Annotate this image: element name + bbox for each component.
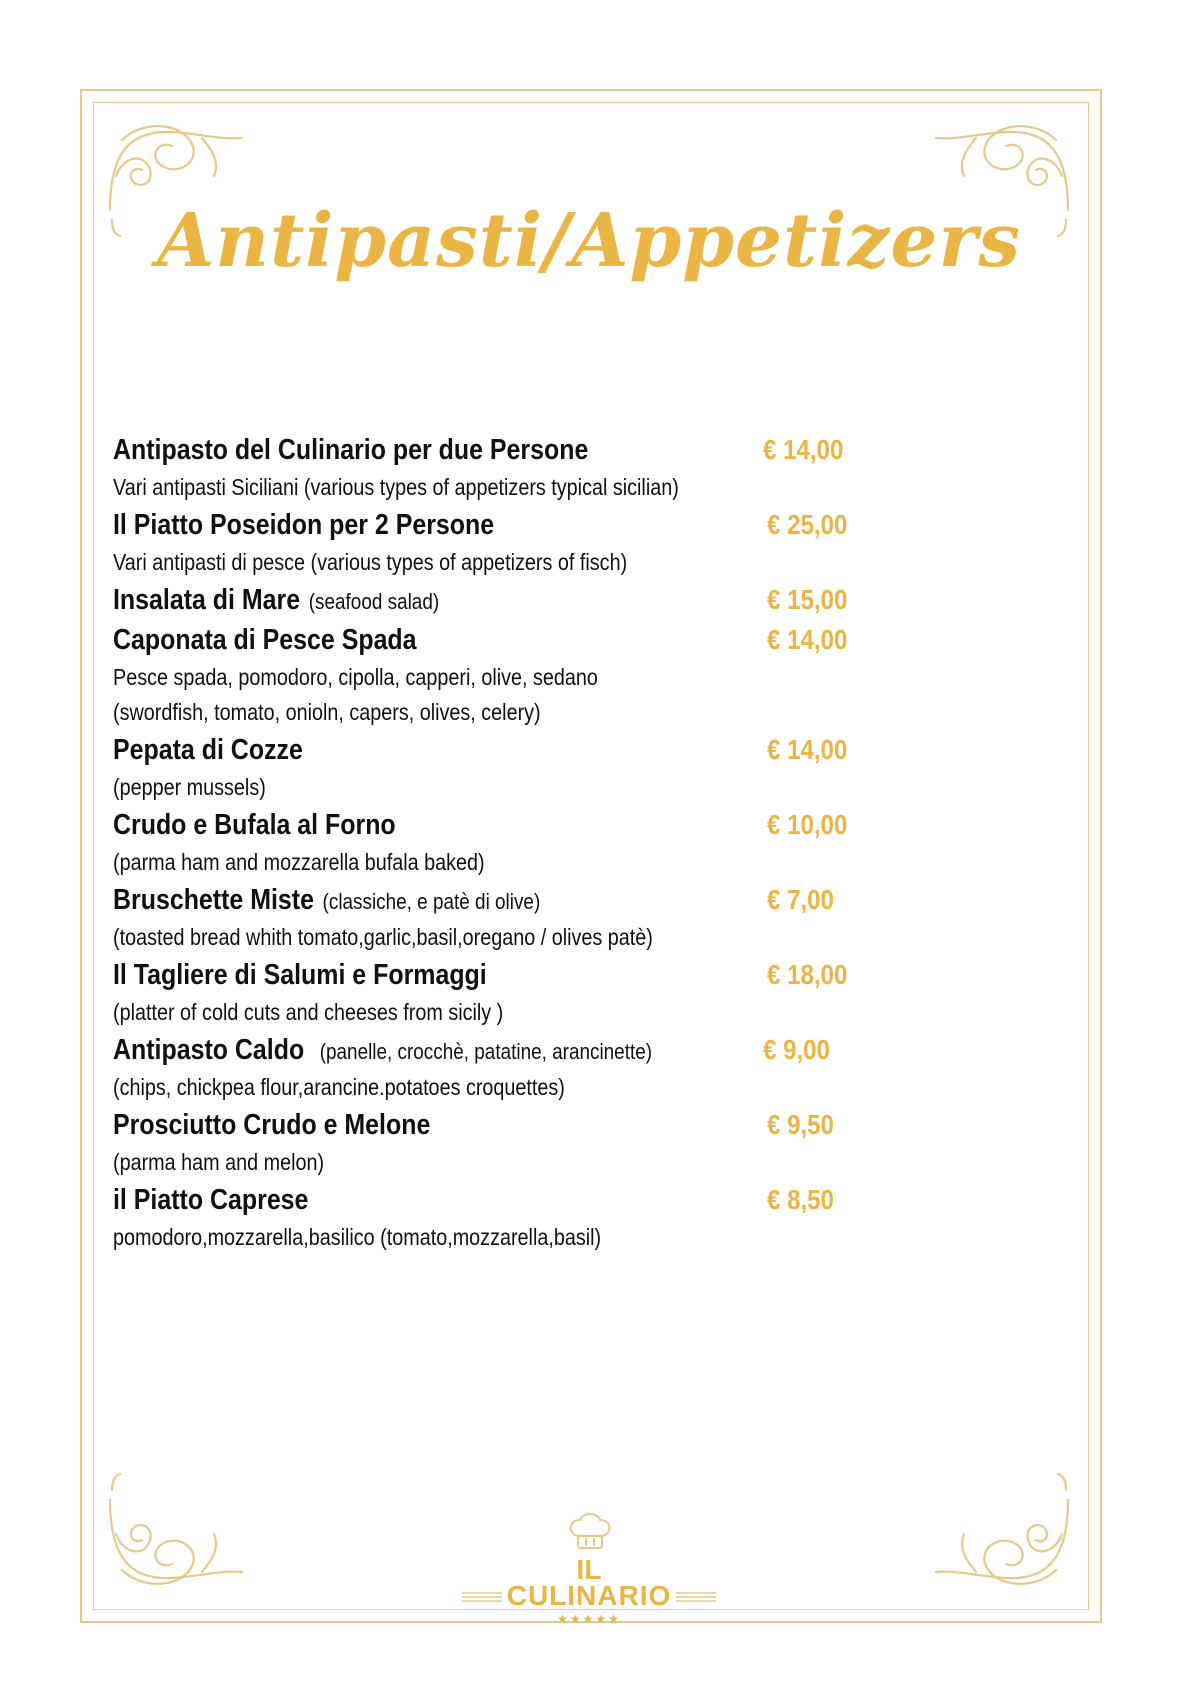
dish-name-text: Antipasto Caldo xyxy=(113,1034,305,1066)
dish-price: € 14,00 xyxy=(767,734,848,765)
dish-name xyxy=(113,505,494,545)
dish-name-text: Bruschette Miste xyxy=(113,884,314,916)
dish-description: Vari antipasti di pesce (various types of appetizers of fisch) xyxy=(113,549,628,575)
dish-price: € 18,00 xyxy=(767,959,848,990)
dish-description: (parma ham and mozzarella bufala baked) xyxy=(113,849,485,875)
dish-name-text: Pepata di Cozze xyxy=(113,734,303,766)
menu-item xyxy=(113,580,1013,620)
dish-description: (pepper mussels) xyxy=(113,774,266,800)
menu-item xyxy=(113,730,1013,805)
dish-description: (parma ham and melon) xyxy=(113,1149,325,1175)
dish-row xyxy=(113,620,1013,660)
logo-name: CULINARIO xyxy=(506,1580,672,1611)
dish-name-text: Insalata di Mare xyxy=(113,584,301,616)
menu-item xyxy=(113,1105,1013,1180)
dish-row xyxy=(113,805,1013,845)
dish-name-text: Antipasto del Culinario per due Persone xyxy=(113,434,589,466)
dish-description: pomodoro,mozzarella,basilico (tomato,mozzarella,basil) xyxy=(113,1224,602,1250)
menu-item xyxy=(113,805,1013,880)
dish-price: € 8,50 xyxy=(767,1184,834,1215)
logo-stars: ★★★★★ xyxy=(557,1612,621,1626)
chef-hat-icon xyxy=(566,1510,614,1554)
dish-name xyxy=(113,430,588,470)
dish-row xyxy=(113,1180,1013,1220)
page-title: Antipasti/Appetizers xyxy=(156,198,1022,284)
menu-item xyxy=(113,620,1013,730)
dish-name-text: Crudo e Bufala al Forno xyxy=(113,809,396,841)
dish-name xyxy=(113,1180,308,1220)
dish-description: (chips, chickpea flour,arancine.potatoes croquettes) xyxy=(113,1074,565,1100)
dish-name-text: Il Tagliere di Salumi e Formaggi xyxy=(113,959,487,991)
dish-price: € 14,00 xyxy=(767,624,848,655)
menu-list xyxy=(113,430,1013,1255)
dish-row xyxy=(113,1105,1013,1145)
dish-name xyxy=(113,805,396,845)
dish-row xyxy=(113,505,1013,545)
menu-item xyxy=(113,505,1013,580)
dish-row xyxy=(113,580,1013,620)
dish-name xyxy=(113,1105,430,1145)
dish-name xyxy=(113,1030,652,1072)
dish-name xyxy=(113,620,417,660)
dish-name xyxy=(113,955,487,995)
dish-name-text: il Piatto Caprese xyxy=(113,1184,309,1216)
dish-description: (platter of cold cuts and cheeses from sicily ) xyxy=(113,999,504,1025)
dish-price: € 25,00 xyxy=(767,509,848,540)
menu-item xyxy=(113,955,1013,1030)
menu-item xyxy=(113,880,1013,955)
dish-price: € 9,50 xyxy=(767,1109,834,1140)
dish-price: € 14,00 xyxy=(763,434,844,465)
dish-description: Pesce spada, pomodoro, cipolla, capperi, olive, sedano xyxy=(113,664,598,690)
dish-name xyxy=(113,730,303,770)
dish-inline-note: (panelle, crocchè, patatine, arancinette) xyxy=(319,1039,653,1064)
dish-inline-note: (classiche, e patè di olive) xyxy=(322,889,541,914)
dish-inline-note: (seafood salad) xyxy=(308,589,440,614)
dish-name-text: Caponata di Pesce Spada xyxy=(113,624,417,656)
dish-price: € 10,00 xyxy=(767,809,848,840)
dish-name-text: Il Piatto Poseidon per 2 Persone xyxy=(113,509,495,541)
dish-row xyxy=(113,430,1013,470)
dish-description: (swordfish, tomato, onioln, capers, olives, celery) xyxy=(113,699,541,725)
dish-price: € 15,00 xyxy=(767,584,848,615)
dish-description: Vari antipasti Siciliani (various types of appetizers typical sicilian) xyxy=(113,474,679,500)
dish-row xyxy=(113,955,1013,995)
dish-price: € 9,00 xyxy=(763,1034,830,1065)
menu-item xyxy=(113,1180,1013,1255)
dish-row xyxy=(113,730,1013,770)
dish-name-text: Prosciutto Crudo e Melone xyxy=(113,1109,431,1141)
logo-il: IL xyxy=(576,1554,602,1585)
dish-row xyxy=(113,1030,1013,1070)
dish-name xyxy=(113,880,540,922)
menu-item xyxy=(113,430,1013,505)
menu-item xyxy=(113,1030,1013,1105)
dish-description: (toasted bread whith tomato,garlic,basil,oregano / olives patè) xyxy=(113,924,653,950)
dish-name xyxy=(113,580,439,622)
dish-price: € 7,00 xyxy=(767,884,834,915)
dish-row xyxy=(113,880,1013,920)
